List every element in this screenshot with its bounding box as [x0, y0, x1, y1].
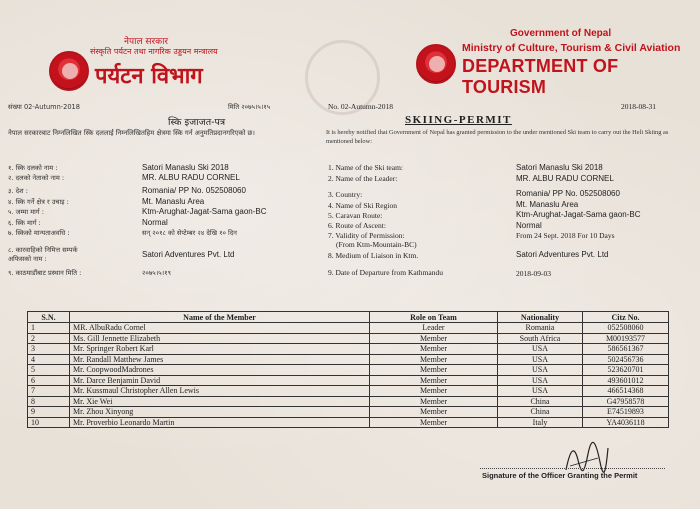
cell-role: Member	[370, 344, 498, 355]
en-label: 8. Medium of Liaison in Ktm.	[328, 251, 419, 260]
cell-name: Mr. Darce Benjamin David	[70, 375, 370, 386]
np-label: ६. स्कि मार्ग :	[8, 219, 41, 227]
cell-nationality: South Africa	[498, 333, 583, 344]
cell-name: Mr. Springer Robert Karl	[70, 344, 370, 355]
cell-name: Mr. Proverbio Leonardo Martin	[70, 417, 370, 428]
np-gov-text: नेपाल सरकार	[124, 37, 169, 47]
np-ministry-text: संस्कृति पर्यटन तथा नागरिक उड्डयन मन्त्रालय	[90, 47, 218, 56]
table-row	[28, 333, 669, 344]
members-table	[27, 311, 669, 428]
np-dept-title: पर्यटन विभाग	[95, 64, 203, 89]
en-permit-date: 2018-08-31	[621, 102, 656, 111]
cell-sn: 9	[28, 407, 70, 418]
cell-nationality: USA	[498, 344, 583, 355]
en-label: 4. Name of Ski Region	[328, 201, 397, 210]
en-ascent: Normal	[516, 221, 542, 230]
cell-sn: 2	[28, 333, 70, 344]
cell-role: Member	[370, 386, 498, 397]
en-label: (From Ktm-Mountain-BC)	[336, 240, 417, 249]
en-leader-name: MR. ALBU RADU CORNEL	[516, 174, 614, 183]
column-header-sn: S.N.	[28, 312, 70, 323]
table-row	[28, 354, 669, 365]
cell-sn: 5	[28, 365, 70, 376]
en-region: Mt. Manaslu Area	[516, 200, 579, 209]
cell-nationality: USA	[498, 354, 583, 365]
en-label: 5. Caravan Route:	[328, 211, 383, 220]
cell-role: Member	[370, 407, 498, 418]
cell-nationality: China	[498, 396, 583, 407]
np-leader-name: MR. ALBU RADU CORNEL	[142, 173, 240, 182]
np-label: १. स्कि दलको नाम :	[8, 164, 58, 172]
cell-sn: 7	[28, 386, 70, 397]
cell-sn: 10	[28, 417, 70, 428]
np-label: ९. काठमाडौंबाट प्रस्थान मिति :	[8, 269, 82, 277]
cell-nationality: USA	[498, 365, 583, 376]
cell-role: Leader	[370, 323, 498, 334]
table-row	[28, 323, 669, 334]
np-label: ५. जम्मा मार्ग :	[8, 208, 44, 216]
column-header-nationality: Nationality	[498, 312, 583, 323]
cell-name: Mr. Randall Matthew James	[70, 354, 370, 365]
cell-role: Member	[370, 365, 498, 376]
np-validity: सन् २०१८ को सेप्टेम्बर २४ देखि १० दिन	[142, 229, 237, 237]
cell-role: Member	[370, 417, 498, 428]
cell-citz: 586561367	[583, 344, 669, 355]
cell-role: Member	[370, 333, 498, 344]
cell-name: MR. AlbuRadu Cornel	[70, 323, 370, 334]
cell-nationality: USA	[498, 386, 583, 397]
cell-sn: 6	[28, 375, 70, 386]
cell-name: Mr. Kussmaul Christopher Allen Lewis	[70, 386, 370, 397]
cell-sn: 3	[28, 344, 70, 355]
cell-citz: 493601012	[583, 375, 669, 386]
nepal-emblem-icon	[416, 44, 456, 84]
cell-citz: M00193577	[583, 333, 669, 344]
cell-sn: 1	[28, 323, 70, 334]
cell-role: Member	[370, 375, 498, 386]
table-header-row	[28, 312, 669, 323]
table-row	[28, 375, 669, 386]
np-ascent: Normal	[142, 218, 168, 227]
cell-sn: 8	[28, 396, 70, 407]
column-header-role: Role on Team	[370, 312, 498, 323]
cell-citz: 523620701	[583, 365, 669, 376]
np-permit-date: मिति २०७५।५।१५	[228, 103, 271, 111]
cell-citz: 466514368	[583, 386, 669, 397]
column-header-citz: Citz No.	[583, 312, 669, 323]
signature-label: Signature of the Officer Granting the Permit	[482, 471, 638, 480]
np-permit-title: स्कि इजाजत-पत्र	[168, 117, 226, 128]
en-country: Romania/ PP No. 052508060	[516, 189, 620, 198]
np-label: ३. देश :	[8, 187, 28, 195]
en-validity: From 24 Sept. 2018 For 10 Days	[516, 231, 615, 240]
cell-nationality: China	[498, 407, 583, 418]
en-permit-title: SKIING-PERMIT	[405, 114, 512, 126]
cell-citz: YA4036118	[583, 417, 669, 428]
table-row	[28, 386, 669, 397]
en-label: 3. Country:	[328, 190, 363, 199]
nepal-emblem-icon	[49, 51, 89, 91]
cell-role: Member	[370, 396, 498, 407]
cell-name: Mr. Zhou Xinyong	[70, 407, 370, 418]
cell-citz: G47958578	[583, 396, 669, 407]
table-row	[28, 417, 669, 428]
table-row	[28, 344, 669, 355]
np-region: Mt. Manaslu Area	[142, 197, 205, 206]
np-label: ८. कारवाहिको निमित्त सम्पर्क अफिसको नाम :	[8, 246, 78, 263]
np-country: Romania/ PP No. 052508060	[142, 186, 246, 195]
cell-citz: 052508060	[583, 323, 669, 334]
en-gov-text: Government of Nepal	[510, 28, 612, 39]
np-agency: Satori Adventures Pvt. Ltd	[142, 250, 235, 259]
np-route: Ktm-Arughat-Jagat-Sama gaon-BC	[142, 207, 267, 216]
cell-name: Ms. Gill Jennette Elizabeth	[70, 333, 370, 344]
np-team-name: Satori Manaslu Ski 2018	[142, 163, 229, 172]
cell-nationality: Italy	[498, 417, 583, 428]
np-intro-paragraph: नेपाल सरकारबाट निम्नलिखित स्कि दललाई निम्नलिखितहिम क्षेत्रमा स्कि गर्न अनुमतिप्रदानगरिएको छ।	[8, 129, 255, 137]
en-label: 1. Name of the Ski team:	[328, 163, 403, 172]
cell-role: Member	[370, 354, 498, 365]
en-permit-number: No. 02-Autumn-2018	[328, 102, 393, 111]
en-label: 6. Route of Ascent:	[328, 221, 386, 230]
cell-citz: 502456736	[583, 354, 669, 365]
cell-nationality: Romania	[498, 323, 583, 334]
en-label: 7. Validity of Permission:	[328, 231, 405, 240]
np-label: २. दलको नेताको नाम :	[8, 174, 65, 182]
signature-line	[480, 468, 665, 469]
cell-nationality: USA	[498, 375, 583, 386]
cell-sn: 4	[28, 354, 70, 365]
table-row	[28, 365, 669, 376]
en-departure: 2018-09-03	[516, 269, 551, 278]
column-header-name: Name of the Member	[70, 312, 370, 323]
en-label: 9. Date of Departure from Kathmandu	[328, 268, 443, 277]
cell-name: Mr. Xie Wei	[70, 396, 370, 407]
en-ministry-text: Ministry of Culture, Tourism & Civil Aviation	[462, 42, 681, 54]
en-label: 2. Name of the Leader:	[328, 174, 398, 183]
np-label: ७. स्किको मान्यताअवधि :	[8, 229, 70, 237]
np-departure: २०७५।५।१९	[142, 269, 171, 277]
en-route: Ktm-Arughat-Jagat-Sama gaon-BC	[516, 210, 641, 219]
table-row	[28, 396, 669, 407]
en-team-name: Satori Manaslu Ski 2018	[516, 163, 603, 172]
table-row	[28, 407, 669, 418]
np-label: ४. स्कि गर्ने क्षेत्र र उचाइ :	[8, 198, 69, 206]
en-dept-title: DEPARTMENT OF TOURISM	[462, 56, 619, 97]
cell-citz: E74519893	[583, 407, 669, 418]
np-permit-number: संख्या 02-Autumn-2018	[8, 103, 80, 111]
cell-name: Mr. CoopwoodMadrones	[70, 365, 370, 376]
en-intro-paragraph: It is hereby notified that Government of Nepal has granted permission to the under mentioned Ski team to carry out the Heli Skiing as mentioned below:	[326, 129, 669, 145]
en-agency: Satori Adventures Pvt. Ltd	[516, 250, 609, 259]
